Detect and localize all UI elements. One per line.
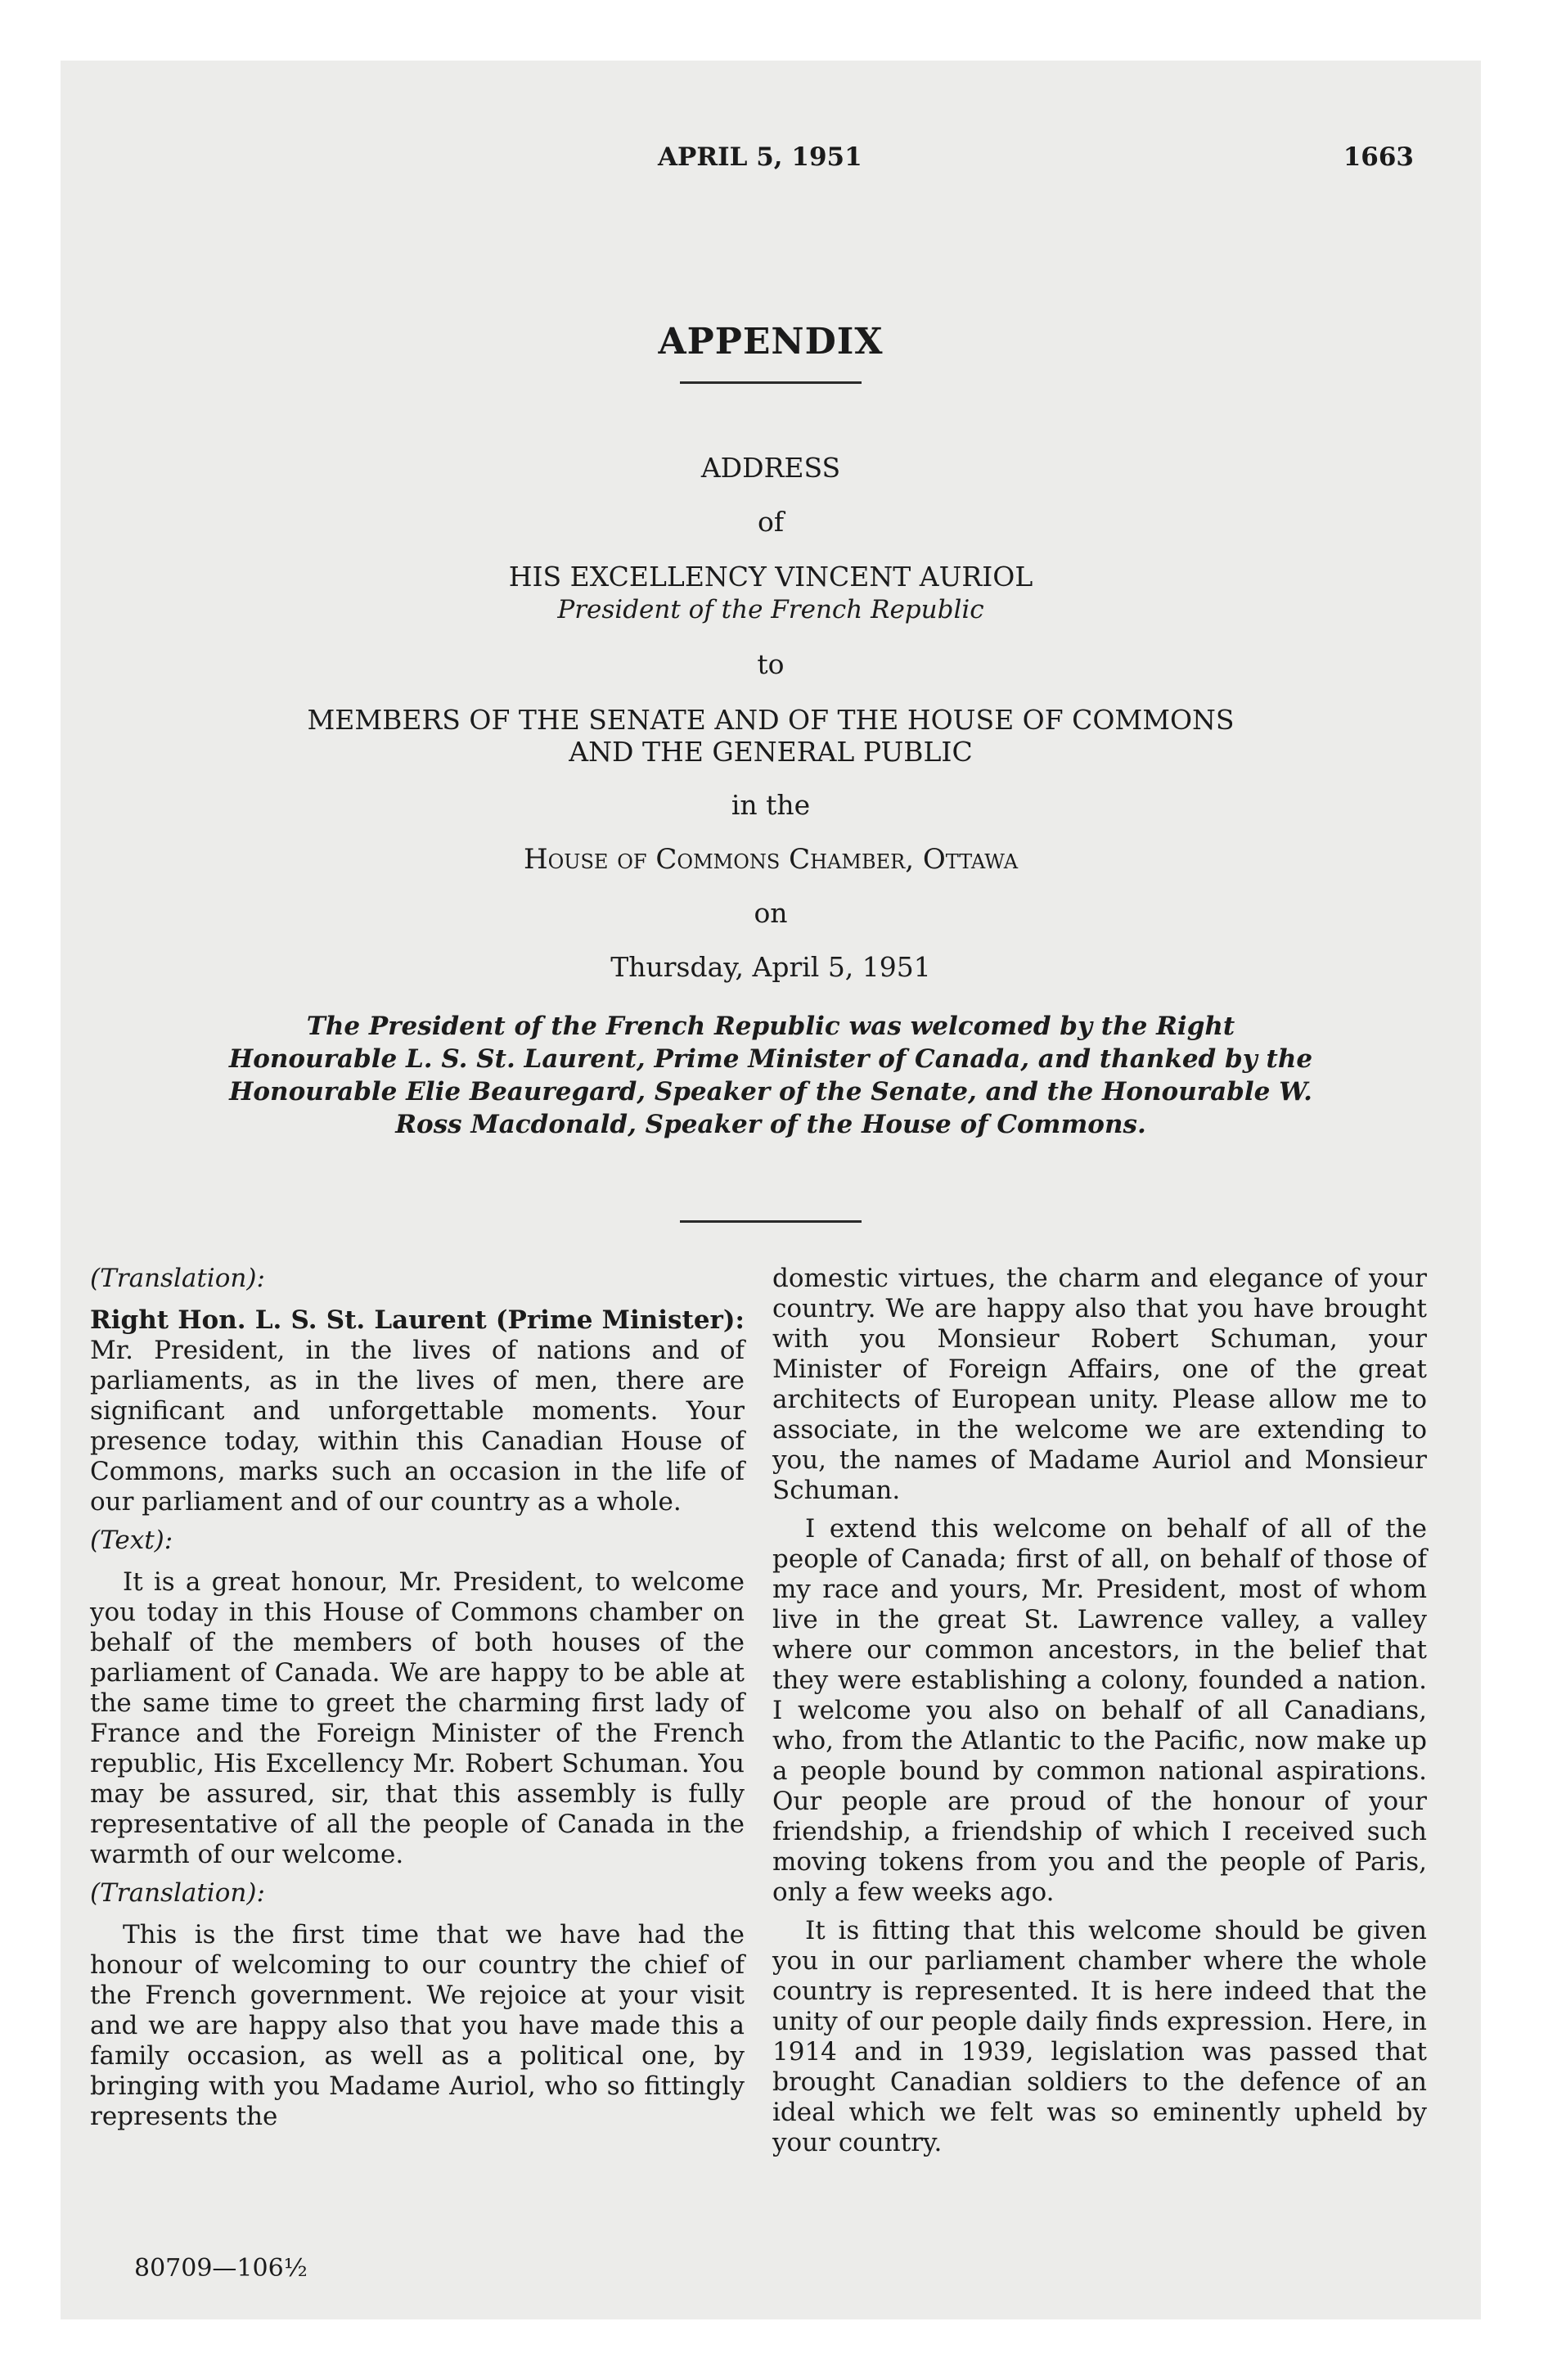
translation-label: (Translation):: [90, 1878, 265, 1908]
address-person-role: President of the French Republic: [557, 595, 984, 624]
title-divider: [680, 381, 862, 384]
address-of: of: [757, 506, 785, 538]
address-audience-1: MEMBERS OF THE SENATE AND OF THE HOUSE OF COMMONS: [307, 704, 1235, 736]
translation-label: (Translation):: [90, 1264, 265, 1293]
appendix-title: APPENDIX: [658, 321, 884, 363]
speech-paragraph: [90, 1305, 745, 1517]
page-header: [61, 142, 1481, 183]
header-date: APRIL 5, 1951: [658, 142, 862, 172]
address-on: on: [754, 897, 788, 929]
address-date: Thursday, April 5, 1951: [610, 951, 931, 983]
left-column: [90, 1264, 745, 2140]
speech-paragraph: It is a great honour, Mr. President, to welcome you today in this House of Commons chamber on behalf of the members of both houses of the parliament of Canada. We are happy to be able at the same time to greet the charming first lady of France and the Foreign Minister of the French republic, His Excellency Mr. Robert Schuman. You may be assured, sir, that this assembly is fully representative of all the people of Canada in the warmth of our welcome.: [90, 1567, 745, 1869]
address-audience-2: AND THE GENERAL PUBLIC: [569, 736, 973, 768]
page-number: 1663: [1343, 142, 1414, 172]
address-to: to: [757, 648, 785, 680]
document-page: [61, 61, 1481, 2319]
address-person: HIS EXCELLENCY VINCENT AURIOL: [508, 561, 1033, 593]
intro-paragraph: The President of the French Republic was welcomed by the Right Honourable L. S. St. Laurent, Prime Minister of Canada, and thanked by the Honourable Elie Beauregard, Speaker of the Senate, and the Honourable W. Ross Macdonald, Speaker of the House of Commons.: [228, 1012, 1313, 1139]
intro-divider: [680, 1220, 862, 1223]
speech-text: Mr. President, in the lives of nations and of parliaments, as in the lives of men, there are significant and unforgettable moments. Your presence today, within this Canadian House of Commons, marks such an occasion in the life of our parliament and of our country as a whole.: [90, 1336, 745, 1517]
speech-paragraph: domestic virtues, the charm and elegance of your country. We are happy also that you have brought with you Monsieur Robert Schuman, your Minister of Foreign Affairs, one of the great architects of European unity. Please allow me to associate, in the welcome we are extending to you, the names of Madame Auriol and Monsieur Schuman.: [772, 1264, 1427, 1505]
text-label: (Text):: [90, 1526, 173, 1555]
speaker-name: Right Hon. L. S. St. Laurent (Prime Minister):: [90, 1305, 745, 1335]
speech-paragraph: It is fitting that this welcome should be given you in our parliament chamber where the whole country is represented. It is here indeed that the unity of our people daily finds expression. Here, in 1914 and in 1939, legislation was passed that brought Canadian soldiers to the defence of an ideal which we felt was so eminently upheld by your country.: [772, 1916, 1427, 2157]
speech-paragraph: This is the first time that we have had the honour of welcoming to our country the chief of the French government. We rejoice at your visit and we are happy also that you have made this a family occasion, as well as a political one, by bringing with you Madame Auriol, who so fittingly represents the: [90, 1920, 745, 2131]
print-reference: 80709—106½: [134, 2254, 308, 2283]
address-place: House of Commons Chamber, Ottawa: [523, 843, 1019, 876]
address-heading: ADDRESS: [700, 452, 841, 484]
address-in-the: in the: [731, 789, 811, 821]
speech-paragraph: I extend this welcome on behalf of all of the people of Canada; first of all, on behalf of those of my race and yours, Mr. President, most of whom live in the great St. Lawrence valley, a valley where our common ancestors, in the belief that they were establishing a colony, founded a nation. I welcome you also on behalf of all Canadians, who, from the Atlantic to the Pacific, now make up a people bound by common national aspirations. Our people are proud of the honour of your friendship, a friendship of which I received such moving tokens from you and the people of Paris, only a few weeks ago.: [772, 1514, 1427, 1907]
right-column: [772, 1264, 1427, 2166]
